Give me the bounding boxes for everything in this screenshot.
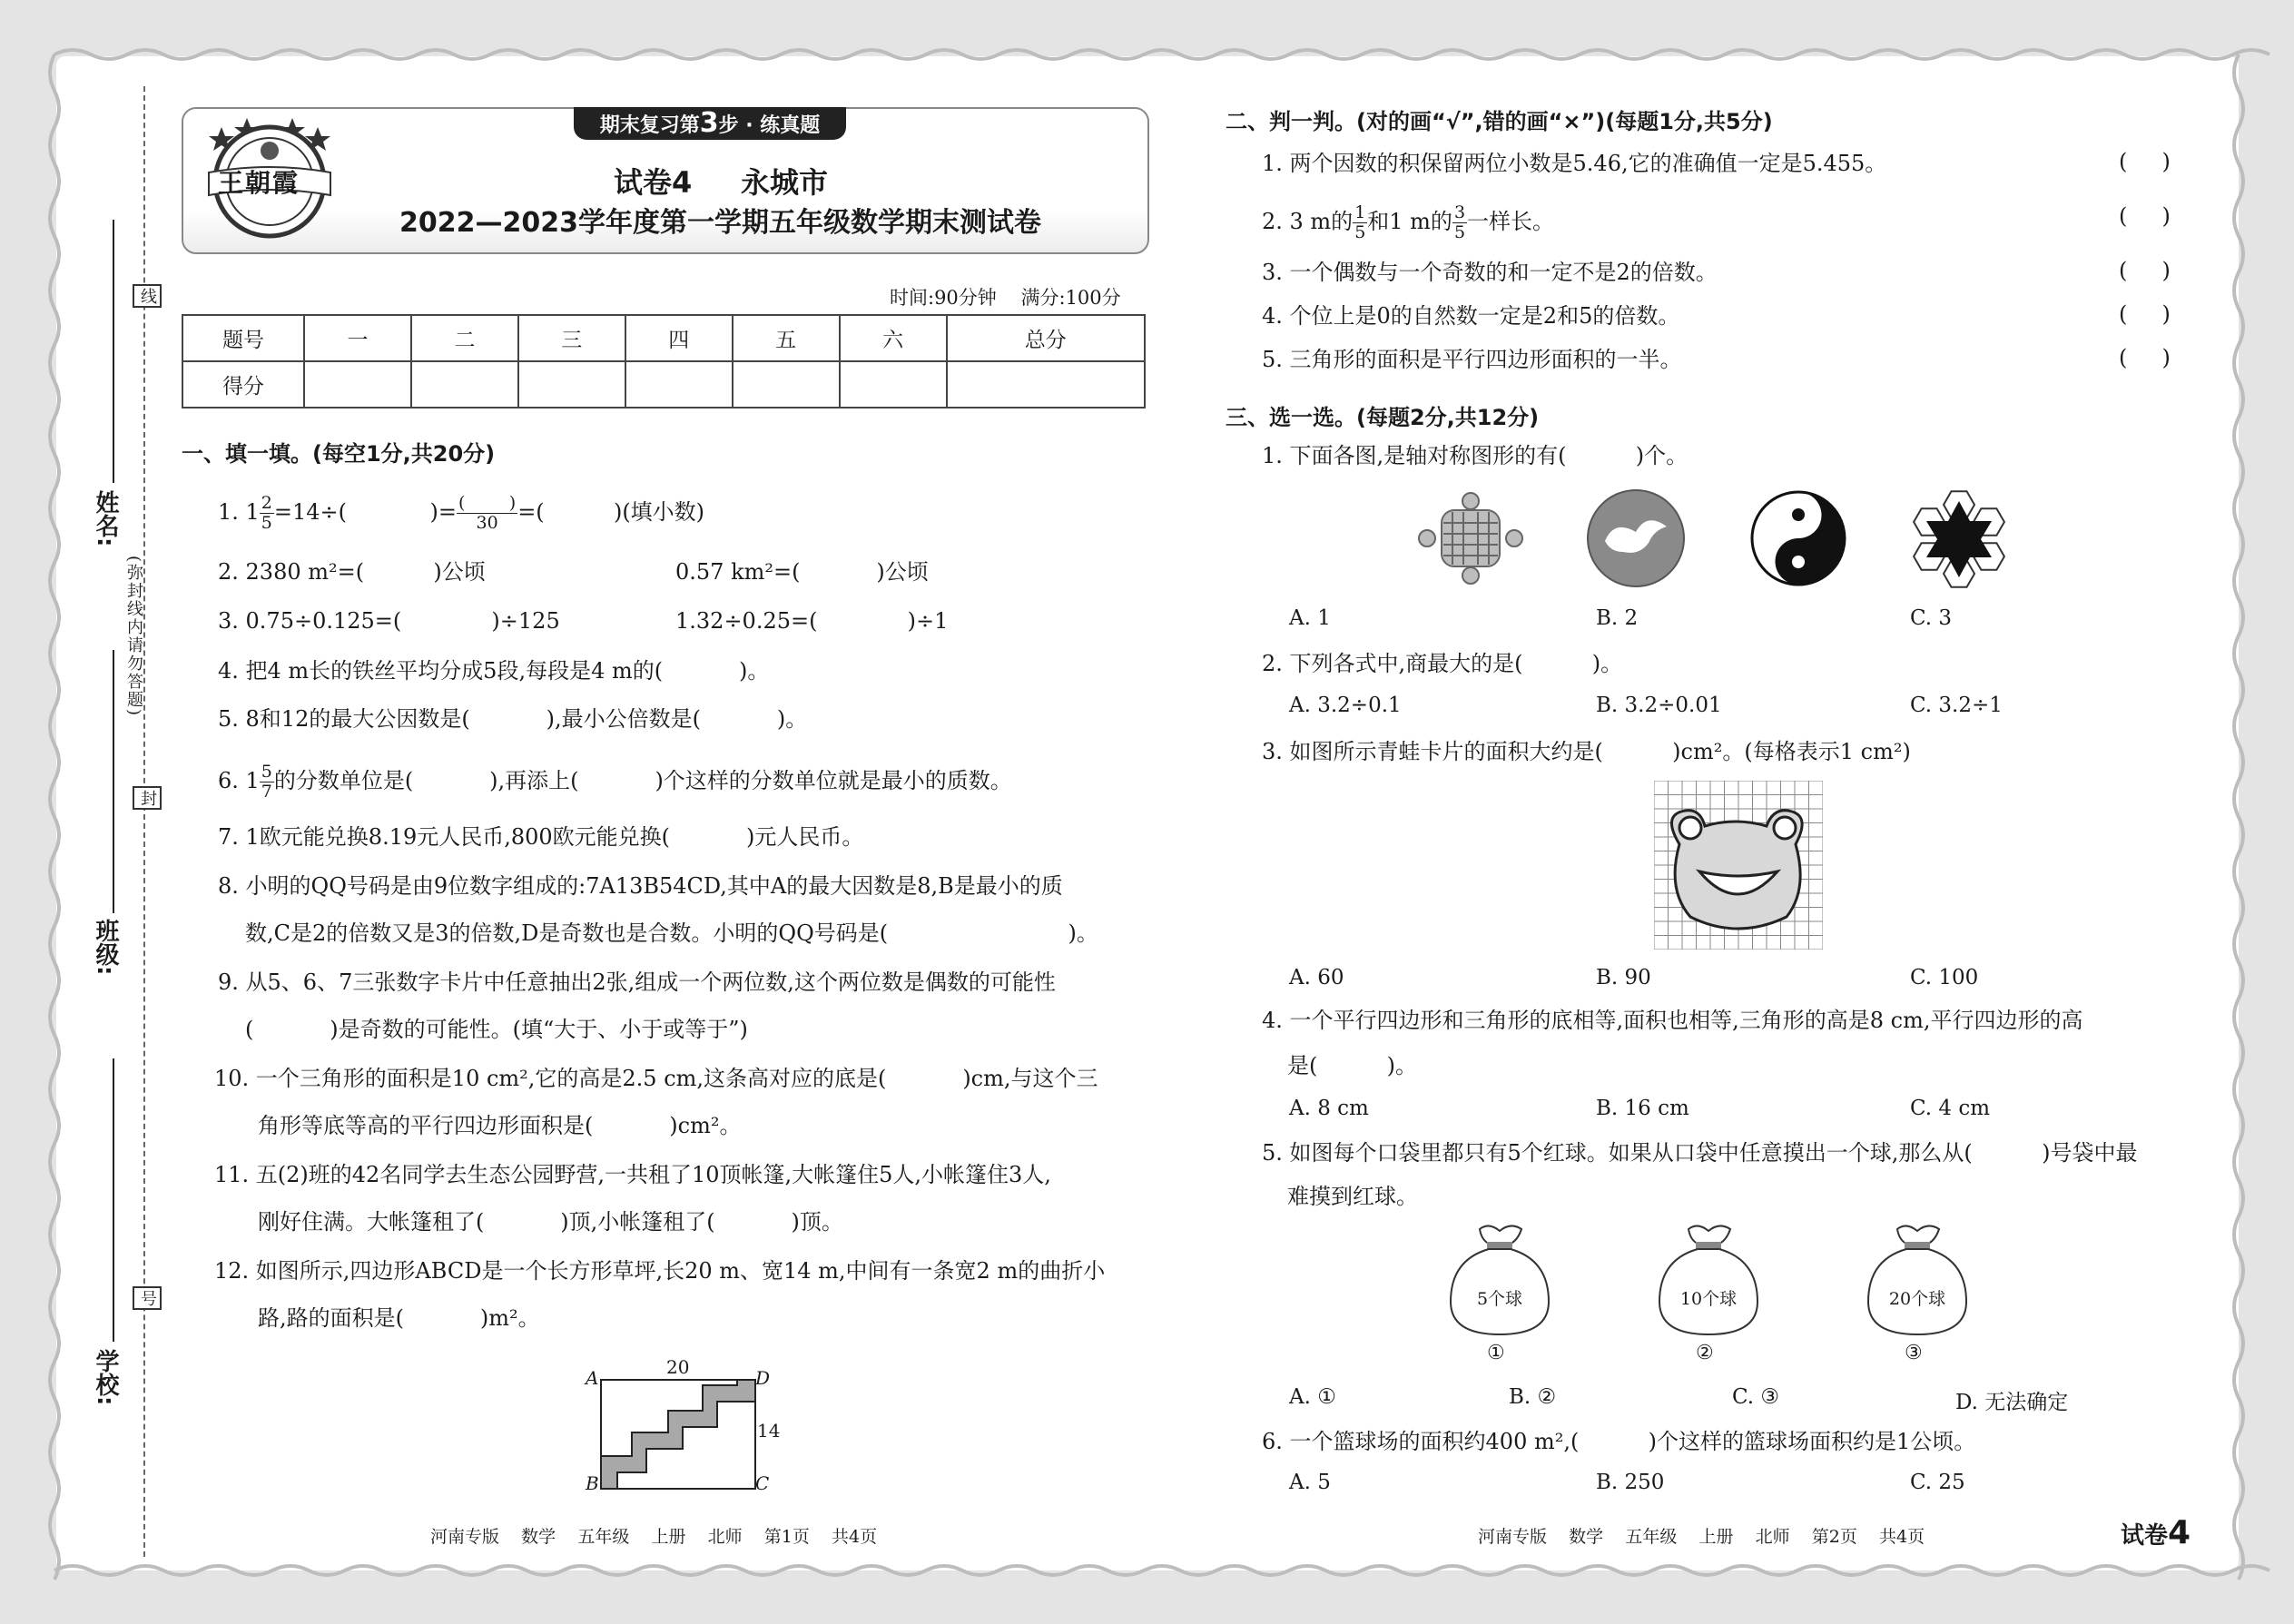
judge-answer-1[interactable]: ( ) (2119, 149, 2171, 174)
sec1-title: 一、填一填。(每空1分,共20分) (182, 441, 496, 467)
sec1-q7: 7. 1欧元能兑换8.19元人民币,800欧元能兑换( )元人民币。 (218, 824, 864, 850)
sec3-q6-opt-c[interactable]: C. 25 (1910, 1471, 1965, 1494)
sec3-q4-opt-a[interactable]: A. 8 cm (1289, 1097, 1369, 1120)
sec1-q1 (218, 494, 704, 533)
q2-fraction-1 (1353, 203, 1367, 242)
sec1-q8-line2: 数,C是2的倍数又是3的倍数,D是奇数也是合数。小明的QQ号码是( )。 (245, 920, 1098, 946)
score-cell[interactable] (840, 361, 947, 408)
sec1-q9-line2: ( )是奇数的可能性。(填“大于、小于或等于”) (245, 1017, 748, 1042)
footer-left: 河南专版 数学 五年级 上册 北师 第1页 共4页 (430, 1527, 878, 1547)
bag-number: ① (1487, 1342, 1505, 1364)
sec3-q1-opt-a[interactable]: A. 1 (1289, 606, 1331, 630)
banner-label (574, 107, 846, 140)
sec3-q4-opt-b[interactable]: B. 16 cm (1596, 1097, 1689, 1120)
sec3-q1-opt-b[interactable]: B. 2 (1596, 606, 1639, 630)
score-col-1: 一 (304, 315, 411, 361)
name-label: 姓名: (92, 490, 119, 547)
sec3-q5-line2: 难摸到红球。 (1287, 1184, 1418, 1209)
sec1-q4: 4. 把4 m长的铁丝平均分成5段,每段是4 m的( )。 (218, 658, 770, 684)
sec3-q5-line1: 5. 如图每个口袋里都只有5个红球。如果从口袋中任意摸出一个球,那么从( )号袋中最 (1262, 1140, 2138, 1166)
fig-length-20: 20 (666, 1356, 690, 1378)
school-label: 学校: (92, 1349, 119, 1406)
sec3-q5-opt-b[interactable]: B. ② (1509, 1385, 1557, 1409)
sec1-q11-line2: 刚好住满。大帐篷租了( )顶,小帐篷租了( )顶。 (258, 1209, 843, 1235)
bag-number: ② (1696, 1342, 1714, 1364)
judge-answer-3[interactable]: ( ) (2119, 258, 2171, 283)
sec2-title: 二、判一判。(对的画“√”,错的画“×”)(每题1分,共5分) (1226, 109, 1773, 134)
fig-label-d: D (755, 1367, 771, 1389)
binding-mark-feng: 封 (133, 786, 162, 810)
class-field[interactable] (113, 650, 114, 913)
bag-label: 10个球 (1679, 1289, 1738, 1309)
sec1-q12-line1: 12. 如图所示,四边形ABCD是一个长方形草坪,长20 m、宽14 m,中间有一条宽2 m的曲折小 (214, 1258, 1106, 1284)
sec3-q6-opt-b[interactable]: B. 250 (1596, 1471, 1665, 1494)
binding-note: (弥封线内请勿答题) (124, 556, 143, 718)
yin-yang-icon (1748, 488, 1848, 588)
q1-blank-fraction (457, 494, 517, 533)
q2-tail: 一样长。 (1467, 209, 1555, 234)
frac-num: 5 (261, 762, 272, 782)
frac-den: 5 (1354, 222, 1366, 242)
bag-number: ③ (1905, 1342, 1923, 1364)
sec3-q1-opt-c[interactable]: C. 3 (1910, 606, 1953, 630)
fig-width-14: 14 (757, 1420, 781, 1442)
sec3-q5-opt-c[interactable]: C. ③ (1732, 1385, 1780, 1409)
q2-mid: 和1 m的 (1367, 209, 1452, 234)
frac-num: 1 (1354, 202, 1366, 222)
sec3-q2-opt-b[interactable]: B. 3.2÷0.01 (1596, 694, 1722, 717)
sec1-q5: 5. 8和12的最大公因数是( ),最小公倍数是( )。 (218, 706, 808, 732)
score-header-row (182, 315, 1145, 361)
frac-den: 5 (1453, 222, 1466, 242)
score-cell[interactable] (733, 361, 840, 408)
sec1-q2a: 2. 2380 m²=( )公顷 (218, 559, 486, 585)
name-field[interactable] (113, 220, 114, 483)
frac-num: 2 (261, 493, 272, 513)
cloud-logo-icon (1583, 488, 1689, 588)
frac-den: 7 (261, 782, 272, 802)
school-field[interactable] (113, 1058, 114, 1342)
score-col-2: 二 (411, 315, 518, 361)
bag-icon (1863, 1220, 1972, 1338)
frog-card-grid (1654, 781, 1823, 950)
score-cell[interactable] (947, 361, 1145, 408)
sec3-q6: 6. 一个篮球场的面积约400 m²,( )个这样的篮球场面积约是1公顷。 (1262, 1429, 1976, 1454)
sec2-q1: 1. 两个因数的积保留两位小数是5.46,它的准确值一定是5.455。 (1262, 151, 1887, 176)
sec1-q2b: 0.57 km²=( )公顷 (675, 559, 929, 585)
score-cell[interactable] (304, 361, 411, 408)
banner-pre: 期末复习第 (599, 114, 700, 137)
fig-label-a: A (586, 1367, 599, 1389)
frac-den: 30 (476, 513, 498, 533)
sec3-title: 三、选一选。(每题2分,共12分) (1226, 405, 1540, 430)
sec3-q3-opt-c[interactable]: C. 100 (1910, 966, 1979, 989)
score-col-label: 题号 (182, 315, 304, 361)
sec1-q8-line1: 8. 小明的QQ号码是由9位数字组成的:7A13B54CD,其中A的最大因数是8,B是最小的质 (218, 873, 1063, 899)
q1-num: 1. 1 (218, 499, 260, 525)
score-table (182, 314, 1146, 408)
sec1-q9-line1: 9. 从5、6、7三张数字卡片中任意抽出2张,组成一个两位数,这个两位数是偶数的可能性 (218, 969, 1056, 995)
bag-1 (1445, 1220, 1554, 1338)
q1-mid: =14÷( )= (273, 499, 458, 525)
class-label: 班级: (92, 919, 119, 976)
score-col-6: 六 (840, 315, 947, 361)
sec1-q12-line2: 路,路的面积是( )m²。 (258, 1305, 540, 1331)
score-cell[interactable] (411, 361, 518, 408)
score-col-4: 四 (625, 315, 733, 361)
q1-fraction (260, 494, 274, 533)
sec2-q4: 4. 个位上是0的自然数一定是2和5的倍数。 (1262, 303, 1680, 329)
binding-mark-xian: 线 (133, 284, 162, 308)
sec3-q3: 3. 如图所示青蛙卡片的面积大约是( )cm²。(每格表示1 cm²) (1262, 739, 1911, 764)
q2-fraction-2 (1452, 203, 1467, 242)
sec3-q2: 2. 下列各式中,商最大的是( )。 (1262, 651, 1623, 676)
sec3-q2-opt-a[interactable]: A. 3.2÷0.1 (1289, 694, 1402, 717)
judge-answer-4[interactable]: ( ) (2119, 301, 2171, 327)
sec3-q6-opt-a[interactable]: A. 5 (1289, 1471, 1331, 1494)
bag-label: 20个球 (1888, 1289, 1946, 1309)
footer-right: 河南专版 数学 五年级 上册 北师 第2页 共4页 (1478, 1527, 1925, 1547)
judge-answer-5[interactable]: ( ) (2119, 345, 2171, 370)
score-cell[interactable] (518, 361, 625, 408)
sec3-q4-line2: 是( )。 (1287, 1053, 1418, 1078)
bag-3 (1863, 1220, 1972, 1338)
badge-label: 试卷 (2121, 1522, 2169, 1550)
paper-number: 试卷4 (614, 165, 693, 200)
fig-label-c: C (755, 1472, 770, 1494)
score-col-total: 总分 (947, 315, 1145, 361)
q6-num: 6. 1 (218, 768, 260, 793)
banner-post: 步 · 练真题 (718, 114, 821, 137)
sec3-q3-opt-b[interactable]: B. 90 (1596, 966, 1651, 989)
paper-badge (2121, 1514, 2191, 1551)
hexagon-star-icon (1905, 488, 2013, 590)
sec3-q5-opt-a[interactable]: A. ① (1289, 1385, 1336, 1409)
frac-num-blank[interactable]: ( ) (458, 493, 517, 513)
sec1-q6 (218, 763, 1012, 802)
score-col-5: 五 (733, 315, 840, 361)
sec1-q11-line1: 11. 五(2)班的42名同学去生态公园野营,一共租了10顶帐篷,大帐篷住5人,小帐篷住3人, (214, 1162, 1051, 1187)
sec3-q1: 1. 下面各图,是轴对称图形的有( )个。 (1262, 443, 1689, 468)
judge-answer-2[interactable]: ( ) (2119, 203, 2171, 229)
score-cell[interactable] (625, 361, 733, 408)
sec1-q3a: 3. 0.75÷0.125=( )÷125 (218, 608, 560, 634)
fig-label-b: B (586, 1472, 599, 1494)
sec3-q4-line1: 4. 一个平行四边形和三角形的底相等,面积也相等,三角形的高是8 cm,平行四边形的高 (1262, 1008, 2083, 1033)
sec3-q2-opt-c[interactable]: C. 3.2÷1 (1910, 694, 2003, 717)
q1-tail: =( )(填小数) (517, 499, 705, 525)
banner-step-number: 3 (699, 107, 719, 139)
sec2-q2 (1262, 203, 1554, 242)
sec1-q10-line2: 角形等底等高的平行四边形面积是( )cm²。 (258, 1113, 742, 1138)
bag-icon (1654, 1220, 1763, 1338)
q2-pre: 2. 3 m的 (1262, 209, 1354, 234)
bag-label: 5个球 (1476, 1289, 1523, 1309)
score-col-3: 三 (518, 315, 625, 361)
score-value-row (182, 361, 1145, 408)
paper-city: 永城市 (741, 165, 829, 200)
q6-tail: 的分数单位是( ),再添上( )个这样的分数单位就是最小的质数。 (273, 768, 1012, 793)
sec3-q5-opt-d[interactable]: D. 无法确定 (1955, 1391, 2069, 1414)
chinese-knot-icon (1416, 488, 1525, 588)
sec3-q4-opt-c[interactable]: C. 4 cm (1910, 1097, 1991, 1120)
sec2-q5: 5. 三角形的面积是平行四边形面积的一半。 (1262, 347, 1682, 372)
bag-2 (1654, 1220, 1763, 1338)
q6-fraction (260, 763, 274, 802)
score-row-label: 得分 (182, 361, 304, 408)
sec2-q3: 3. 一个偶数与一个奇数的和一定不是2的倍数。 (1262, 260, 1718, 285)
time-info: 时间:90分钟 满分:100分 (890, 287, 1121, 309)
logo-text: 王朝霞 (218, 168, 300, 198)
binding-mark-hao: 号 (133, 1286, 162, 1310)
bag-icon (1445, 1220, 1554, 1338)
paper-subtitle: 2022—2023学年度第一学期五年级数学期末测试卷 (399, 207, 1041, 239)
frac-den: 5 (261, 513, 272, 533)
brand-logo (202, 109, 338, 245)
badge-number: 4 (2168, 1514, 2191, 1551)
sec3-q3-opt-a[interactable]: A. 60 (1289, 966, 1344, 989)
sec1-q3b: 1.32÷0.25=( )÷1 (675, 608, 949, 634)
sec1-q10-line1: 10. 一个三角形的面积是10 cm²,它的高是2.5 cm,这条高对应的底是( )cm,与这个三 (214, 1066, 1098, 1091)
frac-num: 3 (1453, 202, 1466, 222)
